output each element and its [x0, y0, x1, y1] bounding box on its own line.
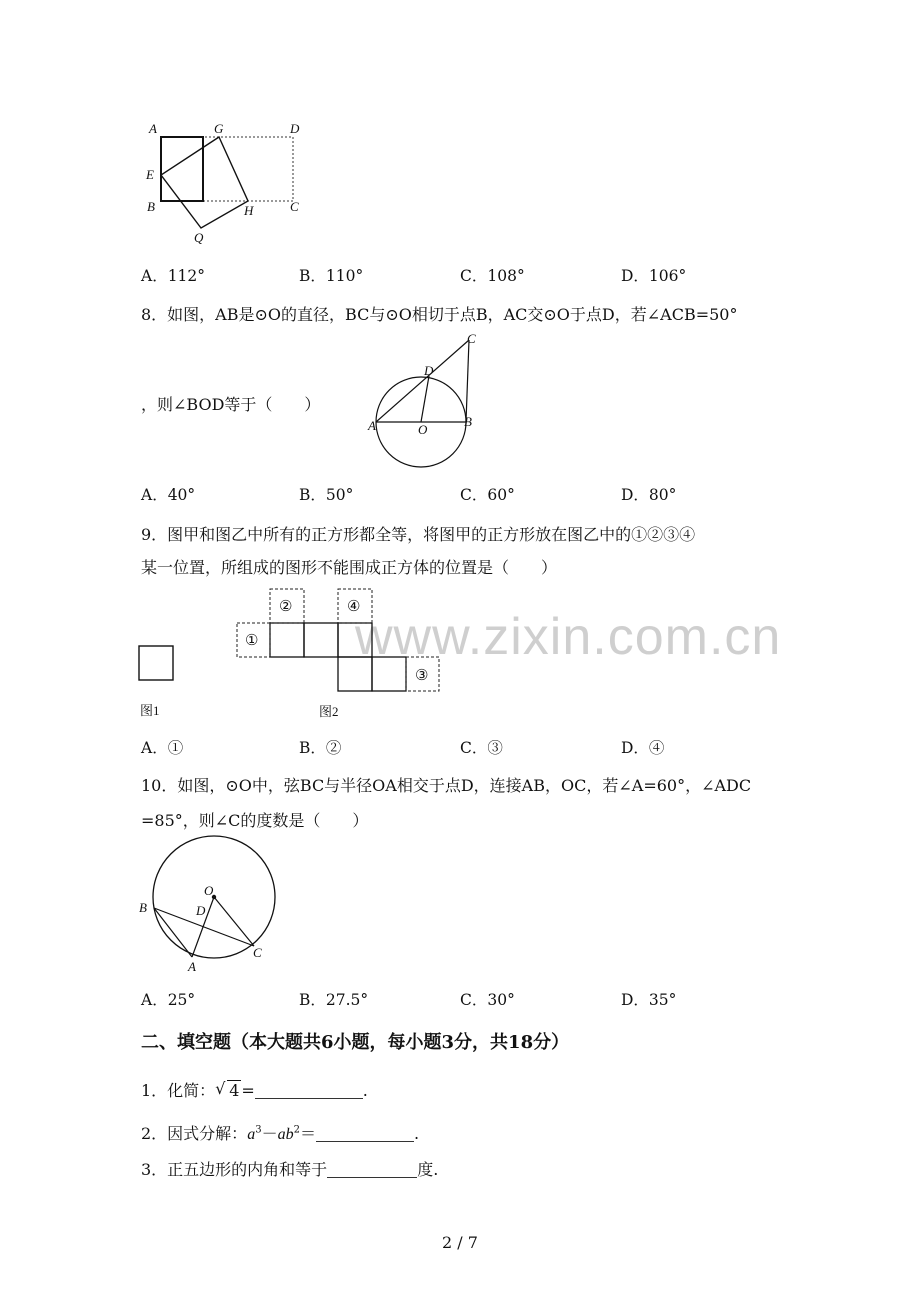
q10-option-b[interactable]: B．27.5° — [299, 991, 369, 1009]
q8-stem: 8．如图，AB是⊙O的直径，BC与⊙O相切于点B，AC交⊙O于点D，若∠ACB=50° — [141, 305, 738, 324]
watermark: www.zixin.com.cn — [355, 608, 782, 666]
q8-option-d[interactable]: D．80° — [621, 486, 677, 504]
label-B: B — [464, 414, 472, 429]
q10-stem-line2: =85°，则∠C的度数是（ ） — [141, 811, 369, 830]
fill-1-prefix: 1．化简： — [141, 1081, 216, 1100]
label-D: D — [196, 903, 206, 918]
fill-3-blank[interactable] — [327, 1161, 417, 1178]
q10-option-a[interactable]: A．25° — [141, 991, 196, 1009]
fill-item-3 — [141, 1157, 438, 1180]
fill-1-end: . — [362, 1081, 368, 1100]
q9-option-a[interactable]: A．① — [141, 739, 184, 757]
q7-figure — [140, 118, 320, 248]
exp-2: 2 — [293, 1124, 300, 1136]
q8-option-b[interactable]: B．50° — [299, 486, 354, 504]
q9-option-b[interactable]: B．② — [299, 739, 342, 757]
label-O: O — [204, 883, 214, 898]
q10-option-d[interactable]: D．35° — [621, 991, 677, 1009]
fill-item-1 — [141, 1078, 368, 1101]
q10-stem-line1: 10．如图，⊙O中，弦BC与半径OA相交于点D，连接AB，OC，若∠A=60°，∠ADC — [141, 776, 752, 795]
fill-2-prefix: 2．因式分解： — [141, 1124, 248, 1143]
label-H: H — [244, 203, 254, 218]
label-Q: Q — [194, 230, 204, 245]
label-E: E — [146, 167, 154, 182]
label-C: C — [290, 199, 299, 214]
fill-1-eq: = — [241, 1081, 255, 1100]
label-G: G — [214, 121, 224, 136]
sqrt-expression — [215, 1081, 241, 1100]
q7-option-c[interactable]: C．108° — [460, 267, 525, 285]
label-A: A — [149, 121, 157, 136]
fill-2-end: . — [413, 1124, 420, 1143]
q9-stem-line1: 9．图甲和图乙中所有的正方形都全等，将图甲的正方形放在图乙中的①②③④ — [141, 525, 696, 544]
sqrt-sign-icon: √ — [215, 1079, 226, 1098]
fill-item-2 — [141, 1121, 419, 1144]
exp-1: 3 — [255, 1124, 262, 1136]
label-A: A — [368, 418, 376, 433]
q7-option-d[interactable]: D．106° — [621, 267, 687, 285]
label-B: B — [147, 199, 155, 214]
pos-1-label: ① — [245, 633, 259, 649]
label-D: D — [290, 121, 300, 136]
label-O: O — [418, 422, 428, 437]
q9-option-c[interactable]: C．③ — [460, 739, 503, 757]
fig1-label: 图1 — [140, 703, 160, 718]
fill-2-blank[interactable] — [316, 1125, 414, 1142]
q8-figure — [365, 330, 485, 470]
q9-figure-2 — [236, 588, 446, 723]
pos-4-label: ④ — [347, 599, 361, 615]
q10-figure — [136, 836, 286, 976]
q9-stem-line2: 某一位置，所组成的图形不能围成正方体的位置是（ ） — [141, 558, 558, 577]
q9-option-d[interactable]: D．④ — [621, 739, 665, 757]
q10-option-c[interactable]: C．30° — [460, 991, 515, 1009]
pos-3-label: ③ — [415, 668, 429, 684]
label-C: C — [467, 331, 476, 346]
fig2-label: 图2 — [319, 704, 339, 719]
var-a: a — [247, 1126, 256, 1143]
var-ab: ab — [277, 1126, 294, 1143]
q8-stem-cont: ，则∠BOD等于（ ） — [141, 395, 321, 414]
fill-3-end: 度. — [417, 1160, 439, 1179]
section-title: 二、填空题（本大题共6小题，每小题3分，共18分） — [141, 1032, 570, 1053]
q8-option-a[interactable]: A．40° — [141, 486, 196, 504]
label-C: C — [253, 945, 262, 960]
radicand: 4 — [229, 1081, 240, 1100]
fill-3-prefix: 3．正五边形的内角和等于 — [141, 1160, 328, 1179]
label-A: A — [188, 959, 196, 974]
q9-figure-1 — [138, 645, 188, 720]
pos-2-label: ② — [279, 599, 293, 615]
fill-2-eq: ＝ — [299, 1124, 316, 1143]
q7-option-a[interactable]: A．112° — [141, 267, 206, 285]
q7-option-b[interactable]: B．110° — [299, 267, 364, 285]
label-D: D — [424, 363, 434, 378]
label-B: B — [139, 900, 147, 915]
page-number: 2 / 7 — [442, 1233, 478, 1252]
minus-sign: － — [261, 1124, 278, 1143]
q8-option-c[interactable]: C．60° — [460, 486, 515, 504]
fill-1-blank[interactable] — [255, 1082, 363, 1099]
